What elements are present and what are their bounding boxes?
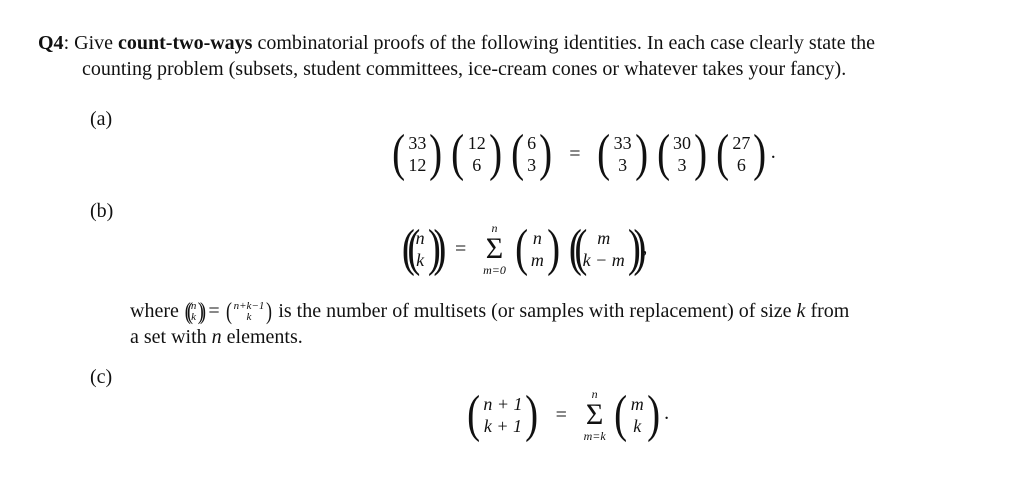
multichoose-b-term2: (( m k − m )) — [568, 220, 639, 277]
question-line-2: counting problem (subsets, student committees, ice-cream cones or whatever takes your fancy). — [82, 58, 847, 80]
question-line1-rest: combinatorial proofs of the following identities. In each case clearly state the — [257, 32, 876, 54]
question-line-1: Q4: Give count-two-ways combinatorial proofs of the following identities. In each case clearly state the — [38, 32, 876, 54]
binom-a-lhs-2: ( 12 6 ) — [451, 125, 502, 182]
binom-c-term: ( m k ) — [614, 386, 660, 443]
bold-term: count-two-ways — [118, 32, 253, 54]
binom-b-term1: ( n m ) — [514, 220, 561, 277]
binom-a-lhs-3: ( 6 3 ) — [510, 125, 553, 182]
binom-a-rhs-1: ( 33 3 ) — [597, 125, 648, 182]
equals-sign-b: = — [455, 237, 467, 260]
where-binom: ( n+k−1 k ) — [225, 299, 273, 326]
part-a-label: (a) — [90, 108, 113, 130]
summation-c: n Σ m=k — [583, 387, 606, 443]
multichoose-b-lhs: (( n k )) — [401, 220, 439, 277]
part-b-label: (b) — [90, 200, 114, 222]
part-c-label: (c) — [90, 366, 113, 388]
binom-a-lhs-1: ( 33 12 ) — [392, 125, 443, 182]
question-text — [38, 30, 998, 82]
binom-c-lhs: ( n + 1 k + 1 ) — [467, 386, 539, 443]
binom-a-rhs-2: ( 30 3 ) — [656, 125, 708, 182]
equation-c: ( n + 1 k + 1 ) = n Σ m=k ( m k ) . — [465, 388, 669, 442]
binom-a-rhs-3: ( 27 6 ) — [716, 125, 767, 182]
where-multichoose: (( n k )) — [184, 299, 203, 326]
equals-sign-c: = — [555, 403, 567, 426]
equation-a: ( 33 12 ) ( 12 6 ) ( 6 3 ) = ( 33 3 ) ( 30 3 ) ( 27 6 ) . — [390, 128, 776, 180]
question-label: Q4 — [38, 32, 64, 54]
equals-sign-a: = — [569, 142, 581, 165]
question-intro: Give — [74, 32, 114, 54]
where-text: where (( n k )) = ( n+k−1 k ) is the number of multisets (or samples with replacement) of size k from a set with n elements. — [130, 299, 850, 349]
equation-b: (( n k )) = n Σ m=0 ( n m ) (( m k − m )) , — [401, 220, 648, 277]
summation-b: n Σ m=0 — [483, 221, 506, 277]
